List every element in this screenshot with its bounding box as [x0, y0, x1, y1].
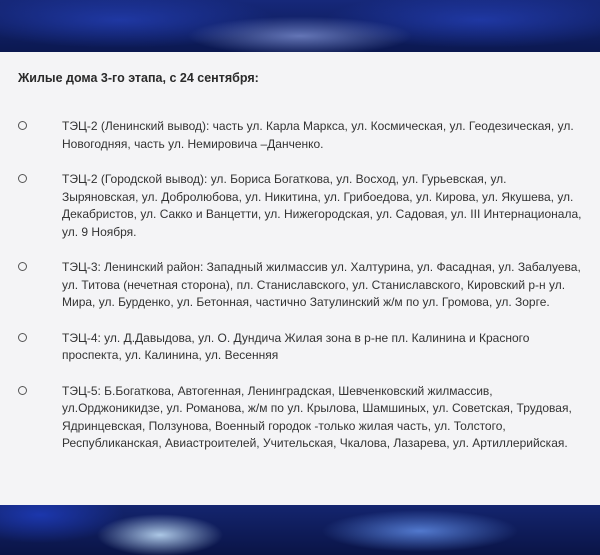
list-item-text: ТЭЦ-2 (Ленинский вывод): часть ул. Карла Маркса, ул. Космическая, ул. Геодезическая, ул. Новогодняя, часть ул. Немировича –Данченко.: [62, 119, 574, 151]
circle-bullet-icon: [18, 386, 27, 395]
list-item: [18, 171, 582, 241]
background-image-top: [0, 0, 600, 52]
list-item-text: ТЭЦ-5: Б.Богаткова, Автогенная, Ленинградская, Шевченковский жилмассив, ул.Орджоникидзе, ул. Романова, ж/м по ул. Крылова, Шамшиных, ул. Советская, Трудовая, Ядринцевская, Ползунова, Военный городок -только жилая часть, ул. Толстого, Республиканская, Авиастроителей, Учительская, Чкалова, Лазарева, ул. Артиллерийская.: [62, 383, 572, 450]
circle-bullet-icon: [18, 333, 27, 342]
list-item-text: ТЭЦ-4: ул. Д.Давыдова, ул. О. Дундича Жилая зона в р-не пл. Калинина и Красного проспекта, ул. Калинина, ул. Весенняя: [62, 330, 530, 362]
list-item: [18, 383, 582, 453]
section-heading: Жилые дома 3-го этапа, с 24 сентября:: [18, 71, 259, 85]
list-item: [18, 330, 582, 365]
list-item: [18, 259, 582, 312]
background-image-bottom: [0, 505, 600, 555]
content-panel: [0, 52, 600, 505]
list-item: [18, 118, 582, 153]
list-item-text: ТЭЦ-3: Ленинский район: Западный жилмассив ул. Халтурина, ул. Фасадная, ул. Забалуева, ул. Титова (нечетная сторона), пл. Станиславского, ул. Станиславского, Кировский р-н ул. Мира, ул. Бурденко, ул. Бетонная, частично Затулинский ж/м по ул. Громова, ул. Зорге.: [62, 260, 581, 309]
circle-bullet-icon: [18, 121, 27, 130]
list-item-text: ТЭЦ-2 (Городской вывод): ул. Бориса Богаткова, ул. Восход, ул. Гурьевская, ул. Зыряновская, ул. Добролюбова, ул. Никитина, ул. Грибоедова, ул. Кирова, ул. Якушева, ул. Декабристов, ул. Сакко и Ванцетти, ул. Нижегородская, ул. Садовая, ул. III Интернационала, ул. 9 Ноября.: [62, 172, 582, 239]
circle-bullet-icon: [18, 174, 27, 183]
circle-bullet-icon: [18, 262, 27, 271]
district-list: [18, 118, 582, 453]
